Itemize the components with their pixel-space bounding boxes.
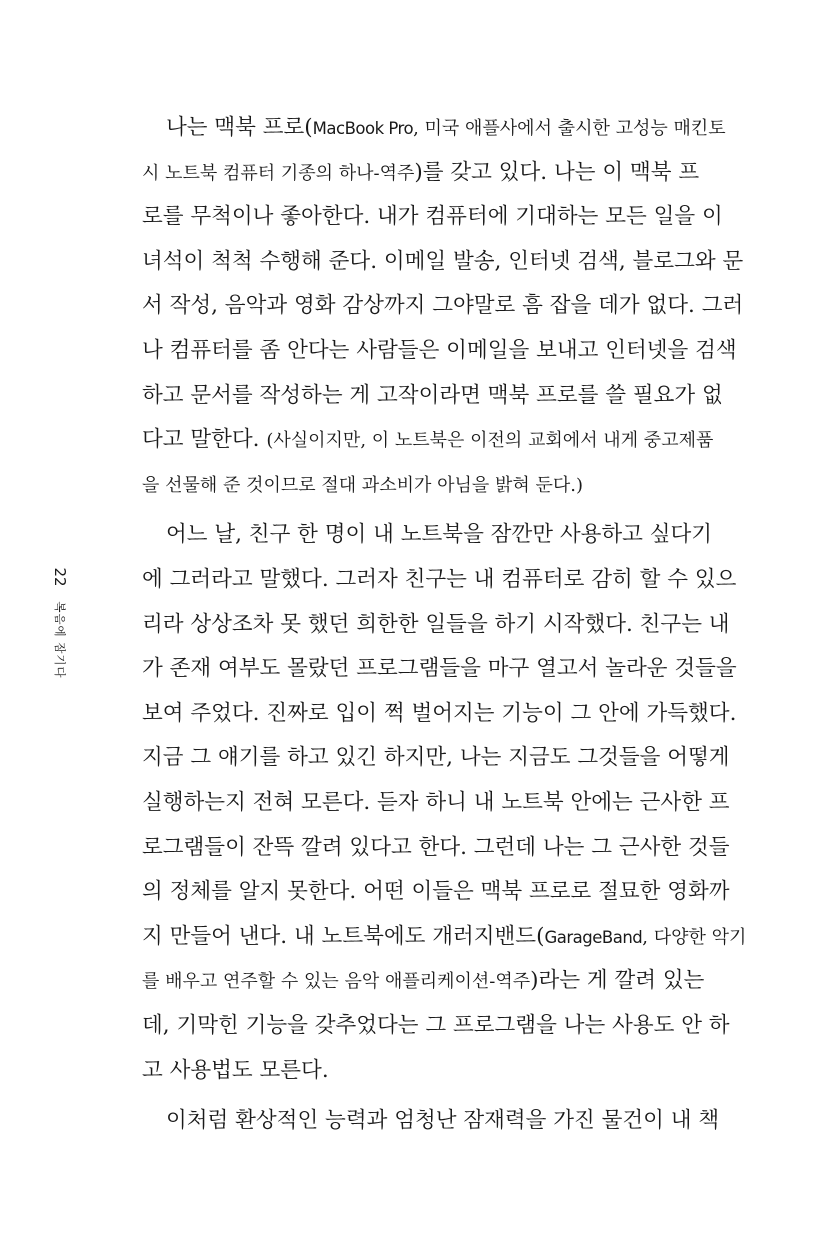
text-run: MacBook Pro [312,119,414,138]
text-run: , 다양한 악기 [642,926,747,948]
text-line [166,515,713,555]
text-run: 서 작성, 음악과 영화 감상까지 그야말로 흠 잡을 데가 없다. 그러 [142,293,744,319]
text-run: 나 컴퓨터를 좀 안다는 사람들은 이메일을 보내고 인터넷을 검색 [142,338,737,363]
text-line [142,605,730,645]
text-line [142,649,737,689]
text-run: 에 그러라고 말했다. 그러자 친구는 내 컴퓨터로 감히 할 수 있으 [142,567,737,592]
text-run: 실행하는지 전혀 모른다. 듣자 하니 내 노트북 안에는 근사한 프 [142,790,730,815]
text-run: 고 사용법도 모른다. [142,1057,329,1083]
text-line [166,1101,720,1141]
text-line [142,376,723,416]
text-line [142,828,730,868]
text-run: 나는 맥북 프로( [166,115,313,140]
page-number: 22 [51,567,69,587]
text-run: 지금 그 얘기를 하고 있긴 하지만, 나는 지금도 그것들을 어떻게 [142,745,730,771]
text-run: 로그램들이 잔뜩 깔려 있다고 한다. 그런데 나는 그 근사한 것들 [142,834,730,860]
text-run: (사실이지만, 이 노트북은 이전의 교회에서 내게 중고제품 [266,430,714,452]
running-head-title: 복음에 잠기다 [53,601,67,679]
text-run: 시 노트북 컴퓨터 기종의 하나-역주 [142,162,415,184]
text-line [142,783,730,823]
text-line [142,738,730,778]
text-run: 녀석이 척척 수행해 준다. 이메일 발송, 인터넷 검색, 블로그와 문 [142,248,744,274]
text-line [142,560,737,600]
text-run: , 미국 애플사에서 출시한 고성능 매킨토 [413,118,726,139]
text-line [142,961,705,1001]
text-line [142,694,737,734]
running-head [40,560,80,720]
text-run: 하고 문서를 작성하는 게 고작이라면 맥북 프로를 쓸 필요가 없 [142,382,723,408]
text-run: )라는 게 깔려 있는 [530,968,705,994]
text-line [142,153,700,193]
text-run: 어느 날, 친구 한 명이 내 노트북을 잠깐만 사용하고 싶다기 [166,522,713,548]
text-line [142,242,744,282]
text-line [142,917,747,957]
text-line [142,197,723,237]
text-run: GarageBand [544,927,643,947]
text-run: 로를 무척이나 좋아한다. 내가 컴퓨터에 기대하는 모든 일을 이 [142,204,723,230]
text-line [142,1051,678,1091]
text-line [142,465,678,505]
text-line [142,872,730,912]
text-run: 지 만들어 낸다. 내 노트북에도 개러지밴드( [142,923,545,949]
text-run: 보여 주었다. 진짜로 입이 쩍 벌어지는 기능이 그 안에 가득했다. [142,700,737,726]
text-run: 데, 기막힌 기능을 갖추었다는 그 프로그램을 나는 사용도 안 하 [142,1013,730,1038]
text-run: 이처럼 환상적인 능력과 엄청난 잠재력을 가진 물건이 내 책 [166,1108,720,1134]
text-run: 다고 말한다. [142,427,267,453]
text-line [142,331,737,371]
text-run: )를 갖고 있다. 나는 이 맥북 프 [414,159,700,185]
text-run: 리라 상상조차 못 했던 희한한 일들을 하기 시작했다. 친구는 내 [142,611,730,637]
text-line [142,286,744,326]
text-run: 의 정체를 알지 못한다. 어떤 이들은 맥북 프로로 절묘한 영화까 [142,879,730,905]
text-run: 를 배우고 연주할 수 있는 음악 애플리케이션-역주 [142,971,531,993]
text-run: 가 존재 여부도 몰랐던 프로그램들을 마구 열고서 놀라운 것들을 [142,656,737,682]
text-line [142,1006,730,1046]
text-line [142,420,714,460]
text-run: 을 선물해 준 것이므로 절대 과소비가 아님을 밝혀 둔다.) [142,474,584,496]
text-line [166,108,726,148]
